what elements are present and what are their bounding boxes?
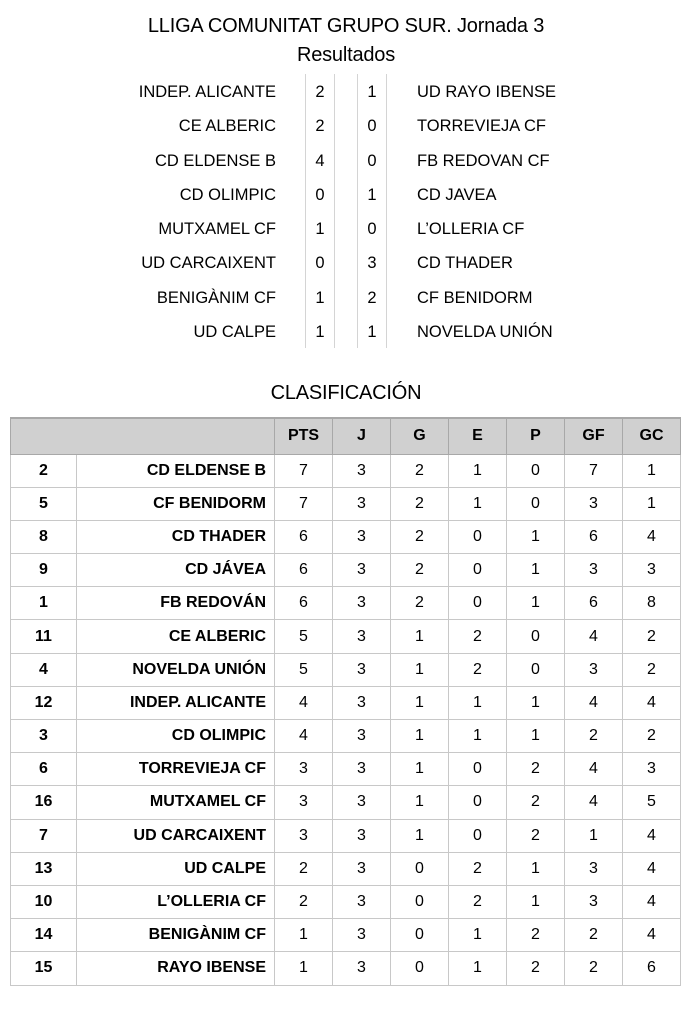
column-header-e: E [449,418,507,454]
cell-gc: 5 [623,786,681,819]
home-team: CE ALBERIC [178,117,276,136]
cell-team: RAYO IBENSE [77,952,275,985]
away-goals: 1 [357,74,387,108]
cell-e: 2 [449,653,507,686]
cell-gc: 3 [623,554,681,587]
page-title: LLIGA COMUNITAT GRUPO SUR. Jornada 3 [147,15,545,37]
cell-e: 0 [449,819,507,852]
cell-gc: 2 [623,720,681,753]
cell-pts: 6 [275,520,333,553]
cell-pts: 4 [275,720,333,753]
home-goals: 1 [305,280,335,314]
cell-gf: 3 [565,852,623,885]
cell-team: BENIGÀNIM CF [77,919,275,952]
cell-j: 3 [333,653,391,686]
cell-p: 2 [507,753,565,786]
cell-gc: 2 [623,653,681,686]
cell-gc: 2 [623,620,681,653]
cell-g: 0 [391,852,449,885]
cell-gf: 6 [565,587,623,620]
cell-e: 0 [449,554,507,587]
cell-g: 2 [391,554,449,587]
away-team: NOVELDA UNIÓN [417,323,553,342]
away-goals: 1 [357,177,387,211]
cell-gf: 2 [565,720,623,753]
table-row [11,620,681,653]
cell-gf: 3 [565,885,623,918]
cell-j: 3 [333,686,391,719]
cell-j: 3 [333,852,391,885]
cell-j: 3 [333,720,391,753]
cell-gf: 4 [565,620,623,653]
cell-e: 1 [449,487,507,520]
cell-gf: 3 [565,653,623,686]
cell-pos: 14 [11,919,77,952]
cell-g: 2 [391,454,449,487]
column-header-g: G [391,418,449,454]
cell-gc: 4 [623,686,681,719]
cell-pos: 4 [11,653,77,686]
cell-p: 0 [507,620,565,653]
table-row [11,554,681,587]
home-goals: 1 [305,314,335,348]
cell-gf: 4 [565,786,623,819]
standings-header-row [11,418,681,454]
away-goals: 3 [357,245,387,279]
result-row [0,108,692,142]
cell-j: 3 [333,952,391,985]
cell-g: 2 [391,587,449,620]
cell-pts: 5 [275,620,333,653]
cell-pts: 1 [275,952,333,985]
cell-gc: 1 [623,487,681,520]
cell-p: 0 [507,487,565,520]
home-goals: 1 [305,211,335,245]
cell-e: 1 [449,952,507,985]
cell-gc: 1 [623,454,681,487]
home-goals: 2 [305,74,335,108]
away-team: UD RAYO IBENSE [417,83,557,101]
result-row [0,177,692,211]
cell-g: 1 [391,620,449,653]
result-row [0,245,692,279]
away-goals: 1 [357,314,387,348]
cell-team: L’OLLERIA CF [77,885,275,918]
cell-pts: 7 [275,454,333,487]
cell-e: 0 [449,753,507,786]
home-team: INDEP. ALICANTE [138,83,276,101]
cell-team: CD OLIMPIC [77,720,275,753]
cell-g: 1 [391,720,449,753]
cell-pts: 4 [275,686,333,719]
home-team: MUTXAMEL CF [158,220,276,239]
cell-team: NOVELDA UNIÓN [77,653,275,686]
cell-gf: 3 [565,487,623,520]
cell-p: 1 [507,885,565,918]
away-goals: 0 [357,108,387,142]
cell-gf: 4 [565,686,623,719]
cell-j: 3 [333,786,391,819]
result-row [0,314,692,348]
table-row [11,952,681,985]
table-row [11,786,681,819]
cell-team: UD CARCAIXENT [77,819,275,852]
result-row [0,74,692,108]
home-team: BENIGÀNIM CF [156,288,276,307]
cell-pos: 2 [11,454,77,487]
cell-pts: 2 [275,885,333,918]
cell-g: 0 [391,952,449,985]
away-team: CD THADER [417,254,513,273]
away-team: FB REDOVAN CF [417,151,550,170]
cell-p: 0 [507,653,565,686]
cell-gf: 3 [565,554,623,587]
cell-gf: 7 [565,454,623,487]
table-row [11,753,681,786]
table-row [11,653,681,686]
cell-e: 2 [449,620,507,653]
column-header-gf: GF [565,418,623,454]
cell-p: 1 [507,686,565,719]
cell-pos: 7 [11,819,77,852]
cell-p: 1 [507,554,565,587]
cell-gc: 4 [623,852,681,885]
cell-p: 2 [507,952,565,985]
away-team: CD JAVEA [417,185,497,204]
cell-pos: 3 [11,720,77,753]
away-goals: 0 [357,211,387,245]
cell-pos: 15 [11,952,77,985]
cell-e: 0 [449,587,507,620]
home-team: CD OLIMPIC [179,185,276,204]
cell-p: 1 [507,520,565,553]
cell-g: 1 [391,686,449,719]
results-list [0,74,692,348]
cell-e: 2 [449,885,507,918]
cell-p: 2 [507,819,565,852]
header-pos-cell [11,418,77,454]
cell-team: CD JÁVEA [77,554,275,587]
cell-pts: 6 [275,554,333,587]
column-header-p: P [507,418,565,454]
cell-team: UD CALPE [77,852,275,885]
cell-g: 1 [391,819,449,852]
cell-p: 2 [507,786,565,819]
header-team-cell [77,418,275,454]
cell-j: 3 [333,885,391,918]
cell-gc: 4 [623,885,681,918]
table-row [11,487,681,520]
table-row [11,587,681,620]
cell-j: 3 [333,819,391,852]
cell-g: 0 [391,885,449,918]
cell-j: 3 [333,487,391,520]
cell-j: 3 [333,753,391,786]
away-goals: 0 [357,143,387,177]
column-header-j: J [333,418,391,454]
standings-heading: CLASIFICACIÓN [270,382,422,404]
cell-team: CE ALBERIC [77,620,275,653]
cell-p: 1 [507,852,565,885]
cell-gc: 4 [623,520,681,553]
cell-pos: 12 [11,686,77,719]
cell-team: CD ELDENSE B [77,454,275,487]
away-team: L’OLLERIA CF [417,220,525,239]
table-row [11,885,681,918]
cell-e: 0 [449,786,507,819]
cell-gf: 2 [565,952,623,985]
home-team: UD CARCAIXENT [141,254,276,273]
cell-pos: 5 [11,487,77,520]
table-row [11,919,681,952]
cell-gc: 8 [623,587,681,620]
away-team: CF BENIDORM [417,288,533,307]
cell-pos: 10 [11,885,77,918]
cell-gc: 4 [623,919,681,952]
column-header-gc: GC [623,418,681,454]
results-heading: Resultados [296,44,396,66]
cell-team: TORREVIEJA CF [77,753,275,786]
cell-team: FB REDOVÁN [77,587,275,620]
cell-p: 1 [507,720,565,753]
cell-e: 1 [449,919,507,952]
cell-gf: 4 [565,753,623,786]
cell-p: 1 [507,587,565,620]
result-row [0,211,692,245]
table-row [11,454,681,487]
table-row [11,720,681,753]
cell-g: 1 [391,753,449,786]
cell-pos: 6 [11,753,77,786]
cell-j: 3 [333,554,391,587]
standings-table [10,417,681,986]
result-row [0,280,692,314]
cell-j: 3 [333,587,391,620]
home-team: CD ELDENSE B [154,151,276,170]
cell-pts: 6 [275,587,333,620]
cell-pos: 13 [11,852,77,885]
cell-g: 1 [391,653,449,686]
cell-g: 2 [391,487,449,520]
cell-pts: 7 [275,487,333,520]
cell-team: CF BENIDORM [77,487,275,520]
table-row [11,852,681,885]
cell-pts: 3 [275,819,333,852]
cell-p: 2 [507,919,565,952]
cell-j: 3 [333,919,391,952]
home-goals: 2 [305,108,335,142]
cell-pts: 1 [275,919,333,952]
cell-e: 0 [449,520,507,553]
cell-pts: 3 [275,786,333,819]
cell-team: INDEP. ALICANTE [77,686,275,719]
cell-j: 3 [333,620,391,653]
cell-team: CD THADER [77,520,275,553]
cell-pos: 16 [11,786,77,819]
cell-gc: 3 [623,753,681,786]
cell-e: 2 [449,852,507,885]
cell-team: MUTXAMEL CF [77,786,275,819]
cell-j: 3 [333,454,391,487]
cell-g: 1 [391,786,449,819]
cell-pos: 1 [11,587,77,620]
cell-pos: 11 [11,620,77,653]
column-header-pts: PTS [275,418,333,454]
away-team: TORREVIEJA CF [417,117,546,136]
cell-e: 1 [449,720,507,753]
cell-gf: 1 [565,819,623,852]
cell-pos: 8 [11,520,77,553]
cell-pts: 5 [275,653,333,686]
cell-j: 3 [333,520,391,553]
cell-pts: 3 [275,753,333,786]
home-goals: 0 [305,177,335,211]
table-row [11,686,681,719]
home-goals: 0 [305,245,335,279]
cell-g: 0 [391,919,449,952]
cell-e: 1 [449,686,507,719]
cell-gf: 2 [565,919,623,952]
home-goals: 4 [305,143,335,177]
table-row [11,520,681,553]
home-team: UD CALPE [193,323,276,342]
cell-gf: 6 [565,520,623,553]
away-goals: 2 [357,280,387,314]
cell-pos: 9 [11,554,77,587]
result-row [0,143,692,177]
cell-g: 2 [391,520,449,553]
table-row [11,819,681,852]
cell-gc: 6 [623,952,681,985]
cell-gc: 4 [623,819,681,852]
cell-pts: 2 [275,852,333,885]
cell-p: 0 [507,454,565,487]
cell-e: 1 [449,454,507,487]
